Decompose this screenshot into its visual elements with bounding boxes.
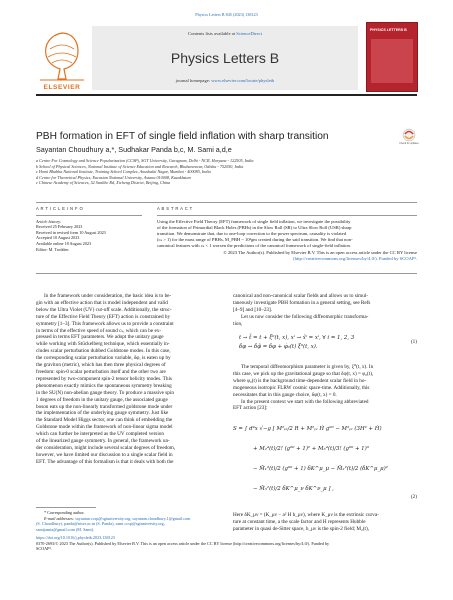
equation-2-line-1: S = ∫ d⁴x √−g [ M²ₚₗ/2 R + M²ₚₗ Ḣ g⁰⁰ − M²ₚₗ (3H² + Ḣ) [233, 426, 382, 432]
body-line: taneously investigate PBH formation in a general setting, see Refs [233, 299, 371, 306]
sciencedirect-link[interactable]: ScienceDirect [236, 31, 262, 36]
abstract-line: transition. We demonstrate that, due to one-loop correction to the power spectrum, causality is violated [157, 231, 346, 236]
email-link[interactable]: sayantan.ccsp@sgtuniversity.org, sayantan.choudhury.1@gmail.com [75, 515, 191, 521]
badge-text: Check for updates [399, 142, 419, 145]
equation-2-line-4: − M̄₃²(t)/2 δK^μ_ν δK^ν_μ ] , [253, 486, 334, 492]
body-right-column-mid [233, 364, 417, 412]
contents-line [92, 31, 358, 37]
body-line: of the linearized gauge symmetry. In general, the framework un- [36, 438, 170, 445]
body-line: In the present context we start with the following abbreviated [241, 398, 369, 405]
body-line: symmetry [1–3]. This framework allows us to provide a constraint [36, 320, 174, 327]
affiliation-e: e Chinese Academy of Sciences, 52 Sanlihe Rd, Xicheng District, Beijing, China [36, 180, 171, 186]
body-line: gin with an effective action that is model independent and valid [36, 299, 168, 306]
body-line: represented by two-component spin-2 tensor helicity modes. This [36, 375, 172, 382]
journal-cover [366, 22, 418, 92]
body-line: the graviton (metric), which has then three physical degrees of [36, 362, 166, 369]
footnote-rule [36, 507, 96, 508]
article-history [36, 215, 142, 253]
equation-1 [233, 333, 417, 353]
abstract-license-link[interactable]: (http://creativecommons.org/licenses/by/4.0/). Funded by SCOAP³. [293, 255, 417, 261]
body-line: however, we have limited our discussion to a single scalar field in [36, 451, 173, 458]
abstract-license: © 2023 The Author(s). Published by Elsevier B.V. This is an open access article under the CC BY license [223, 249, 417, 255]
elsevier-tree-icon [36, 27, 88, 85]
body-line: in terms of the effective speed of sound cₛ, which can be ex- [36, 327, 162, 334]
authors: Sayantan Choudhury a,*, Sudhakar Panda b,c, M. Sami a,d,e [36, 145, 232, 154]
abstract-line: of the formation of Primordial Black Holes (PBHs) in the Slow Roll (SR) to Ultra Slow Roll (USR) sharp [157, 224, 352, 230]
body-line: EFT action [23]: [233, 405, 268, 412]
body-line: ture at constant time, a the scale factor and H represents Hubble [233, 518, 366, 525]
article-info-heading: A R T I C L E I N F O [36, 206, 84, 211]
affiliation-c: c Homi Bhabha National Institute, Training School Complex, Anushakti Nagar, Mumbai - 400085, India [36, 169, 211, 175]
history-accepted: Accepted 10 August 2023 [36, 235, 80, 241]
homepage-prefix: journal homepage: [175, 78, 212, 83]
email-label: E-mail addresses: [44, 515, 76, 521]
body-line: freedom: spin-0 scalar perturbation itself and the other two are [36, 368, 166, 375]
journal-name: Physics Letters B [170, 50, 280, 66]
abstract-line: canonical features with cₛ < 1 worsen the predictions of the canonical framework of single-field inflation. [157, 243, 351, 249]
body-right-column-top [233, 293, 417, 328]
body-line: cludes scalar perturbation dubbed Goldstone modes. In this case, [36, 348, 171, 355]
body-line: this case, we pick up the gravitational gauge so that δφ(t, x) = φ₀(t), [233, 370, 374, 377]
abstract-heading: A B S T R A C T [157, 206, 193, 211]
body-line: canonical and non-canonical scalar fields and allows us to simul- [233, 293, 368, 299]
affiliations [36, 158, 416, 186]
body-line: EFT. The advantage of this formalism is that it deals with both the [36, 458, 174, 465]
header-rule [36, 94, 417, 96]
publisher-name: ELSEVIER [43, 84, 81, 91]
body-line: pressed in terms EFT parameters. We adopt the unitary gauge [36, 334, 164, 341]
body-line: der consideration, might include several scalar degrees of freedom, [36, 444, 176, 451]
body-line: Here δK_μν = (K_μν − a² H h_μν), where K_μν is the extrinsic curva- [233, 512, 379, 518]
email-line[interactable]: (S. Choudhury), panda@niser.ac.in (S. Panda), sami.ccsp@sgtuniversity.org, [36, 521, 165, 527]
cover-title: PHYSICS LETTERS B [370, 28, 407, 32]
body-line: ture of the Effective Field Theory (EFT) action is constrained by [36, 313, 171, 320]
body-line: The temporal diffeomorphism parameter is given by, ξ⁰(t, x). In [241, 364, 374, 370]
journal-header [36, 22, 417, 118]
body-line: the implementation of the underlying gauge symmetry. Just like [36, 410, 169, 417]
body-line: [4–9] and [10–23]. [233, 306, 273, 313]
copyright-line: 0370-2693/© 2023 The Author(s). Published by Elsevier B.V. This is an open access article under the CC BY license (http://creativecommons.org/licenses/by/4.0/). Funded by [36, 540, 330, 546]
equation-2-line-2: + M₂⁴(t)/2! (g⁰⁰ + 1)² + M₃⁴(t)/3! (g⁰⁰ + 1)³ [253, 446, 369, 452]
journal-banner [92, 26, 358, 90]
history-heading: Article history: [36, 218, 62, 224]
body-line: while working with Stückelberg technique, which essentially in- [36, 341, 170, 348]
equation-1-number: (1) [410, 339, 417, 345]
body-line: tion, [233, 320, 243, 327]
affiliation-b: b School of Physical Sciences, National Institute of Science Education and Research, Bhubaneswar, Odisha - 752050, India [36, 163, 244, 169]
history-received: Received 25 February 2023 [36, 224, 83, 230]
affiliation-d: d Centre for Theoretical Physics, Eurasian National University, Astana 010008, Kazakhstan [36, 174, 191, 180]
body-line: below the Ultra Violet (UV) cut-off scale. Additionally, the struc- [36, 306, 172, 313]
affiliation-a: a Centre For Cosmology and Science Popularization (CCSP), SGT University, Gurugram, Delhi - NCR, Haryana - 122505, India [36, 158, 254, 163]
affiliation-rule [36, 202, 417, 203]
history-online: Available online 18 August 2023 [36, 240, 92, 246]
equation-2-number: (2) [410, 494, 417, 500]
body-line: in the SU(N) non-abelian gauge theory. To produce a massive spin [36, 389, 174, 396]
equation-1-line-1: t → t̃ = t + ξ⁰(t, x), xⁱ → x̃ⁱ = xⁱ, ∀ i = 1, 2, 3 [239, 335, 355, 341]
abstract [157, 206, 417, 262]
body-line: necessitates that in this gauge choice, δφ(t, x) = 0. [233, 391, 337, 398]
page-footer [36, 535, 417, 552]
equation-2-line-3: − M̄₁³(t)/2 (g⁰⁰ + 1) δK^μ_μ − M̄₂²(t)/2 (δK^μ_μ)² [253, 466, 388, 472]
body-line: Let us now consider the following diffeomorphic transforma- [241, 313, 369, 320]
abstract-line: Using the Effective Field Theory (EFT) framework of single field inflation, we investigate the possibility [157, 218, 351, 224]
email-line[interactable]: samijamia@gmail.com (M. Sami). [36, 526, 95, 532]
funding-line: SCOAP³. [36, 546, 52, 552]
homepage-link[interactable]: www.elsevier.com/locate/physletb [211, 78, 275, 83]
elsevier-logo [36, 27, 88, 91]
body-line: parameter in quasi de-Sitter space, h_μν is the spin-2 field; M₂(t), [233, 525, 370, 532]
article-title: PBH formation in EFT of single field inflation with sharp transition [36, 131, 329, 142]
body-line: the Standard Model Higgs sector, one can think of embedding the [36, 417, 173, 424]
body-line: In the framework under consideration, the basic idea is to be- [44, 293, 172, 299]
body-line: the corresponding scalar perturbation variable, δφ, is eaten up by [36, 355, 171, 362]
body-line: mogeneous isotropic FLRW cosmic space-time. Additionally, this [233, 384, 370, 391]
body-line: boson eats up the non-linearly transformed goldstone mode under [36, 403, 173, 410]
body-line: where φ₀(t) is the background time-dependent scalar field in ho- [233, 377, 367, 384]
homepage-line [92, 78, 358, 84]
abstract-body [157, 215, 417, 262]
body-line: which can further be interpreted as the UV completed version [36, 431, 164, 438]
history-editor: Editor: M. Trodden [36, 246, 69, 252]
body-line: phenomenon exactly mimics the spontaneous symmetry breaking [36, 382, 172, 389]
body-left-column [36, 293, 220, 466]
journal-reference[interactable]: Physics Letters B 845 (2023) 138123 [195, 12, 258, 17]
history-revised: Received in revised form 10 August 2023 [36, 229, 106, 235]
body-line: Goldstone mode within the framework of non-linear sigma model [36, 424, 173, 431]
contents-prefix: Contents lists available at [188, 31, 237, 36]
abstract-line: (cₛ > 1) for the mass range of PBHs, M_PBH ~ 10²gm created during the said transition. We find that non- [157, 237, 353, 243]
cover-panel [371, 39, 413, 83]
corresponding-author: * Corresponding author. [44, 510, 85, 515]
article-info [36, 206, 142, 252]
equation-1-line-2: δφ → δφ̃ = δφ + φ̇₀(t) ξ⁰(t, x). [239, 344, 318, 350]
doi-link[interactable]: https://doi.org/10.1016/j.physletb.2023.138123 [36, 535, 115, 540]
footnotes [36, 510, 220, 532]
body-right-column-bottom [233, 512, 417, 533]
equation-2 [233, 416, 417, 508]
abstract-rule [36, 273, 417, 274]
check-for-updates-badge[interactable] [401, 128, 417, 147]
body-line: 1 degrees of freedom in the unitary gauge, the associated gauge [36, 396, 168, 403]
